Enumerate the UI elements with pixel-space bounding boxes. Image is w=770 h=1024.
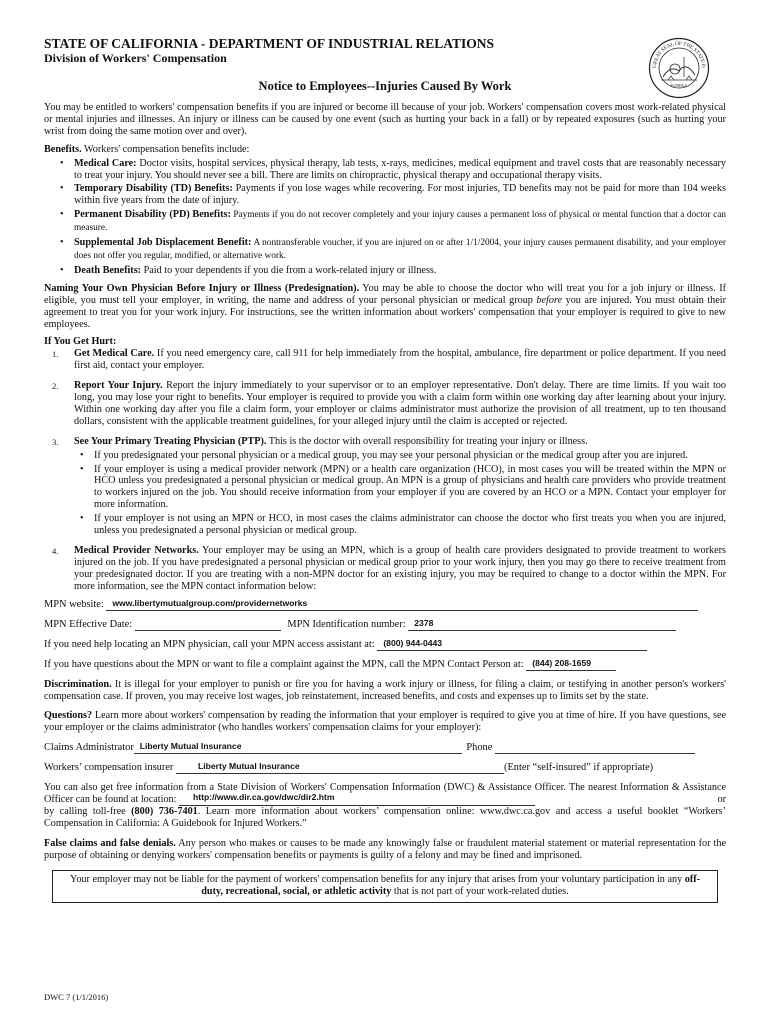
ptp-option: • If you predesignated your personal physician or a medical group, you may see your personal physician or the medical group after you are injured.: [94, 450, 726, 462]
mpn-effective-row: MPN Effective Date: MPN Identification number: 2378: [44, 619, 726, 631]
ptp-option: • If your employer is using a medical provider network (MPN) or a health care organization (HCO), in most cases you will be treated within the MPN or HCO unless you predesignated a personal physician or medical group. An MPN is a group of physicians and health care providers who provide treatment to workers injured on the job. You should receive information from your employer if you are covered by an HCO or a MPN. Contact your employer for more information.: [94, 464, 726, 512]
division-heading: Division of Workers' Compensation: [44, 51, 227, 65]
ptp-option: • If your employer is not using an MPN or HCO, in most cases the claims administrator can choose the doctor who first treats you when you are injured, unless you predesignated a personal physician or medical group.: [94, 513, 726, 537]
svg-text:EUREKA: EUREKA: [670, 83, 688, 88]
benefit-item: • Supplemental Job Displacement Benefit: A nontransferable voucher, if you are injured on or after 1/1/2004, your injury causes permanent disability, and your employer does not offer you regular, modified, or alternative work.: [74, 237, 726, 263]
benefit-item: • Death Benefits: Paid to your dependents if you die from a work-related injury or illness.: [74, 265, 726, 277]
mpn-id-field[interactable]: 2378: [408, 619, 676, 631]
agency-heading: STATE OF CALIFORNIA - DEPARTMENT OF INDUSTRIAL RELATIONS: [44, 36, 494, 51]
mpn-assistant-row: If you need help locating an MPN physician, call your MPN access assistant at: (800) 944-0443: [44, 639, 726, 651]
discrimination-paragraph: Discrimination. It is illegal for your employer to punish or fire you for having a work injury or illness, for filing a claim, or testifying in another person's workers' compensation case. If proven, you may receive lost wages, job reinstatement, increased benefits, and costs and expenses up to limits set by the state.: [44, 678, 726, 702]
ptp-options-list: [74, 450, 726, 537]
hurt-step: 1. Get Medical Care. If you need emergency care, call 911 for help immediately from the hospital, ambulance, fire department or police department. If you need first aid, contact your employer.: [52, 348, 726, 372]
notice-page: [44, 36, 726, 903]
mpn-effective-date-field[interactable]: [135, 619, 281, 631]
insurer-row: Workers’ compensation insurer Liberty Mutual Insurance (Enter “self-insured” if appropriate): [44, 761, 654, 774]
benefits-list: [44, 158, 726, 277]
benefit-item: • Medical Care: Doctor visits, hospital services, physical therapy, lab tests, x-rays, medicines, medical equipment and travel costs that are reasonably necessary to treat your injury. You should never see a bill. There are limits on chiropractic, physical therapy and occupational therapy visits.: [74, 158, 726, 182]
hurt-step: 2. Report Your Injury. Report the injury immediately to your supervisor or to an employer representative. Don't delay. There are time limits. If you wait too long, you may lose your right to benefits. Your employer is required to provide you with a claim form within one working day after learning about your injury. Within one working day after you file a claim form, your employer or claims administrator must authorize the provision of all treatment, up to ten thousand dollars, consistent with the applicable treatment guidelines, for your alleged injury until the claim is accepted or rejected.: [52, 380, 726, 427]
dwc-location-field[interactable]: http://www.dir.ca.gov/dwc/dir2.htm: [179, 794, 535, 806]
svg-text:GREAT SEAL OF THE STATE OF CAL: GREAT SEAL OF THE STATE O: [651, 40, 707, 69]
mpn-contact-phone-field[interactable]: (844) 208-1659: [526, 659, 616, 671]
form-number: DWC 7 (1/1/2016): [44, 992, 109, 1002]
off-duty-notice-box: Your employer may not be liable for the payment of workers' compensation benefits for any injury that arises from your voluntary participation in any off-duty, recreational, social, or athletic activity that is not part of your work-related duties.: [52, 870, 718, 903]
mpn-assistant-phone-field[interactable]: (800) 944-0443: [377, 639, 647, 651]
false-claims-paragraph: False claims and false denials. Any person who makes or causes to be made any knowingly false or fraudulent material statement or material representation for the purpose of obtaining or denying workers' compensation benefits or payments is guilty of a felony and may be fined and imprisoned.: [44, 837, 726, 861]
insurer-field[interactable]: Liberty Mutual Insurance: [176, 762, 504, 774]
claims-admin-row: Claims Administrator Liberty Mutual Insurance Phone: [44, 742, 726, 754]
dwc-paragraph: You can also get free information from a State Division of Workers' Compensation Information (DWC) & Assistance Officer. The nearest Information & Assistance Officer can be found at location: http://www.dir.ca.gov/dwc/dir2.htm or by calling toll-free (800) 736-7401. Learn more information about workers’ compensation online: www.dwc.ca.gov and access a useful booklet “Workers’ Compensation in California: A Guidebook for Injured Workers.”: [44, 782, 726, 830]
claims-phone-field[interactable]: [495, 742, 695, 754]
claims-admin-field[interactable]: Liberty Mutual Insurance: [134, 742, 462, 754]
benefits-intro: Benefits. Workers' compensation benefits include:: [44, 143, 250, 155]
mpn-website-row: MPN website: www.libertymutualgroup.com/providernetworks: [44, 599, 726, 611]
intro-paragraph: You may be entitled to workers' compensation benefits if you are injured or become ill because of your job. Workers' compensation covers most work-related physical or mental injuries and illnesses. An injury or illness can be caused by one event (such as hurting your back in a fall) or by repeated exposures (such as hurting your wrist from doing the same motion over and over).: [44, 102, 726, 137]
if-hurt-heading: If You Get Hurt:: [44, 336, 117, 348]
hurt-step: 4. Medical Provider Networks. Your employer may be using an MPN, which is a group of health care providers designated to provide treatment to workers injured on the job. If you have predesignated a personal physician or medical group prior to your work injury, then you may go there to receive treatment from your predesignated doctor. If you are treating with a non-MPN doctor for an existing injury, you may be required to change to a doctor within the MPN. For more information, see the MPN contact information below:: [52, 545, 726, 592]
benefit-item: • Permanent Disability (PD) Benefits: Payments if you do not recover completely and your injury causes a permanent loss of physical or mental function that a doctor can measure.: [74, 209, 726, 235]
hurt-step: 3. See Your Primary Treating Physician (PTP). This is the doctor with overall responsibility for treating your injury or illness. • If you predesignated your personal physician or a medical group, you may see your personal physician or the medical group after you are injured. • If your employer is using a medical provider network (MPN) or a health care organization (HCO), in most cases you will be treated within the MPN or HCO unless you predesignated a personal physician or medical group. An MPN is a group of physicians and health care providers who provide treatment to workers injured on the job. You should receive information from your employer if you are covered by an HCO or a MPN. Contact your employer for more information. • If your employer is not using an MPN or HCO, in most cases the claims administrator can choose the doctor who first treats you when you are injured, unless you predesignated a personal physician or medical group.: [44, 436, 726, 537]
predesignation-paragraph: Naming Your Own Physician Before Injury or Illness (Predesignation). You may be able to choose the doctor who will treat you for a job injury or illness. If eligible, you must tell your employer, in writing, the name and address of your personal physician or medical group before you are injured. You must obtain their agreement to treat you for your work injury. For instructions, see the written information about workers' compensation that your employer is required to give to new employees.: [44, 282, 726, 330]
questions-paragraph: Questions? Learn more about workers' compensation by reading the information that your employer is required to give you at time of hire. If you have questions, see your employer or the claims administrator (who handles workers' compensation claims for your employer):: [44, 710, 726, 734]
mpn-contact-row: If you have questions about the MPN or want to file a complaint against the MPN, call the MPN Contact Person at: (844) 208-1659: [44, 659, 726, 671]
mpn-website-field[interactable]: www.libertymutualgroup.com/providernetworks: [106, 599, 698, 611]
notice-title: Notice to Employees--Injuries Caused By Work: [258, 79, 512, 93]
benefit-item: • Temporary Disability (TD) Benefits: Payments if you lose wages while recovering. For most injuries, TD benefits may not be paid for more than 104 weeks within five years from the date of injury.: [74, 183, 726, 207]
